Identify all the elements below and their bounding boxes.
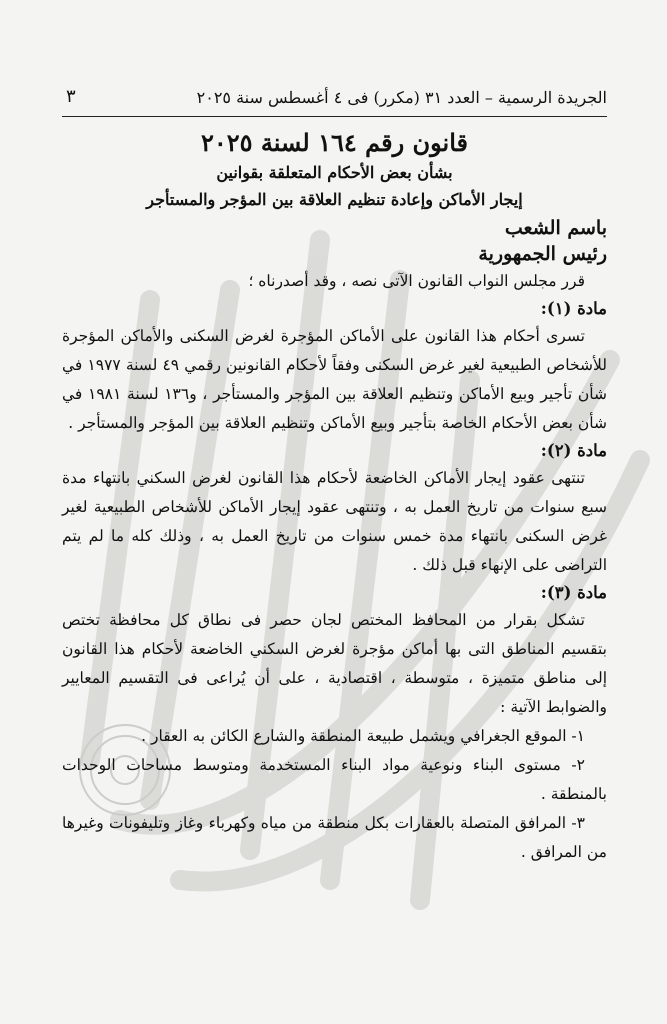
article-2-text: تنتهى عقود إيجار الأماكن الخاضعة لأحكام هذا القانون لغرض السكني بانتهاء مدة سبع سنوات من تاريخ العمل به ، وتنتهى عقود إيجار الأماكن للأشخاص الطبيعية لغير غرض السكنى بانتهاء مدة خمس سنوات من تاريخ العمل به ، وذلك كله ما لم يتم التراضى على الإنهاء قبل ذلك .	[62, 469, 607, 574]
article-3-item-1: ١- الموقع الجغرافي ويشمل طبيعة المنطقة والشارع الكائن به العقار .	[141, 727, 585, 745]
in-the-name-of-the-people: باسم الشعب	[504, 217, 607, 239]
article-3-text: تشكل بقرار من المحافظ المختص لجان حصر فى نطاق كل محافظة تختص بتقسيم المناطق التى بها أماكن مؤجرة لغرض السكني الخاضعة لأحكام هذا القانون إلى مناطق متميزة ، متوسطة ، اقتصادية ، على أن يُراعى فى التقسيم المعايير والضوابط الآتية :	[62, 611, 607, 716]
article-2-heading: مادة (٢):	[540, 441, 607, 460]
law-body	[62, 128, 607, 867]
article-3-item-2: ٢- مستوى البناء ونوعية مواد البناء المستخدمة ومتوسط مساحات الوحدات بالمنطقة .	[62, 756, 607, 803]
running-header	[62, 86, 607, 117]
article-1-text: تسرى أحكام هذا القانون على الأماكن المؤجرة لغرض السكنى والأماكن المؤجرة للأشخاص الطبيعية لغير غرض السكنى وفقاً لأحكام القانونين رقمي ٤٩ لسنة ١٩٧٧ في شأن تأجير وبيع الأماكن وتنظيم العلاقة بين المؤجر والمستأجر ، و١٣٦ لسنة ١٩٨١ في شأن بعض الأحكام الخاصة بتأجير وبيع الأماكن وتنظيم العلاقة بين المؤجر والمستأجر .	[62, 327, 607, 432]
president-of-the-republic: رئيس الجمهورية	[478, 243, 607, 265]
article-3-item-3: ٣- المرافق المتصلة بالعقارات بكل منطقة من مياه وكهرباء وغاز وتليفونات وغيرها من المرافق .	[62, 814, 607, 861]
article-3-heading: مادة (٣):	[540, 583, 607, 602]
law-title: قانون رقم ١٦٤ لسنة ٢٠٢٥	[200, 128, 468, 157]
header-title: الجريدة الرسمية – العدد ٣١ (مكرر) فى ٤ أغسطس سنة ٢٠٢٥	[196, 88, 607, 107]
enactment-clause: قرر مجلس النواب القانون الآتى نصه ، وقد أصدرناه ؛	[248, 272, 585, 290]
law-subtitle-line2: إيجار الأماكن وإعادة تنظيم العلاقة بين المؤجر والمستأجر	[146, 190, 523, 209]
law-subtitle-line1: بشأن بعض الأحكام المتعلقة بقوانين	[216, 163, 453, 182]
page-number: ٣	[66, 86, 76, 107]
article-1-heading: مادة (١):	[540, 299, 607, 318]
